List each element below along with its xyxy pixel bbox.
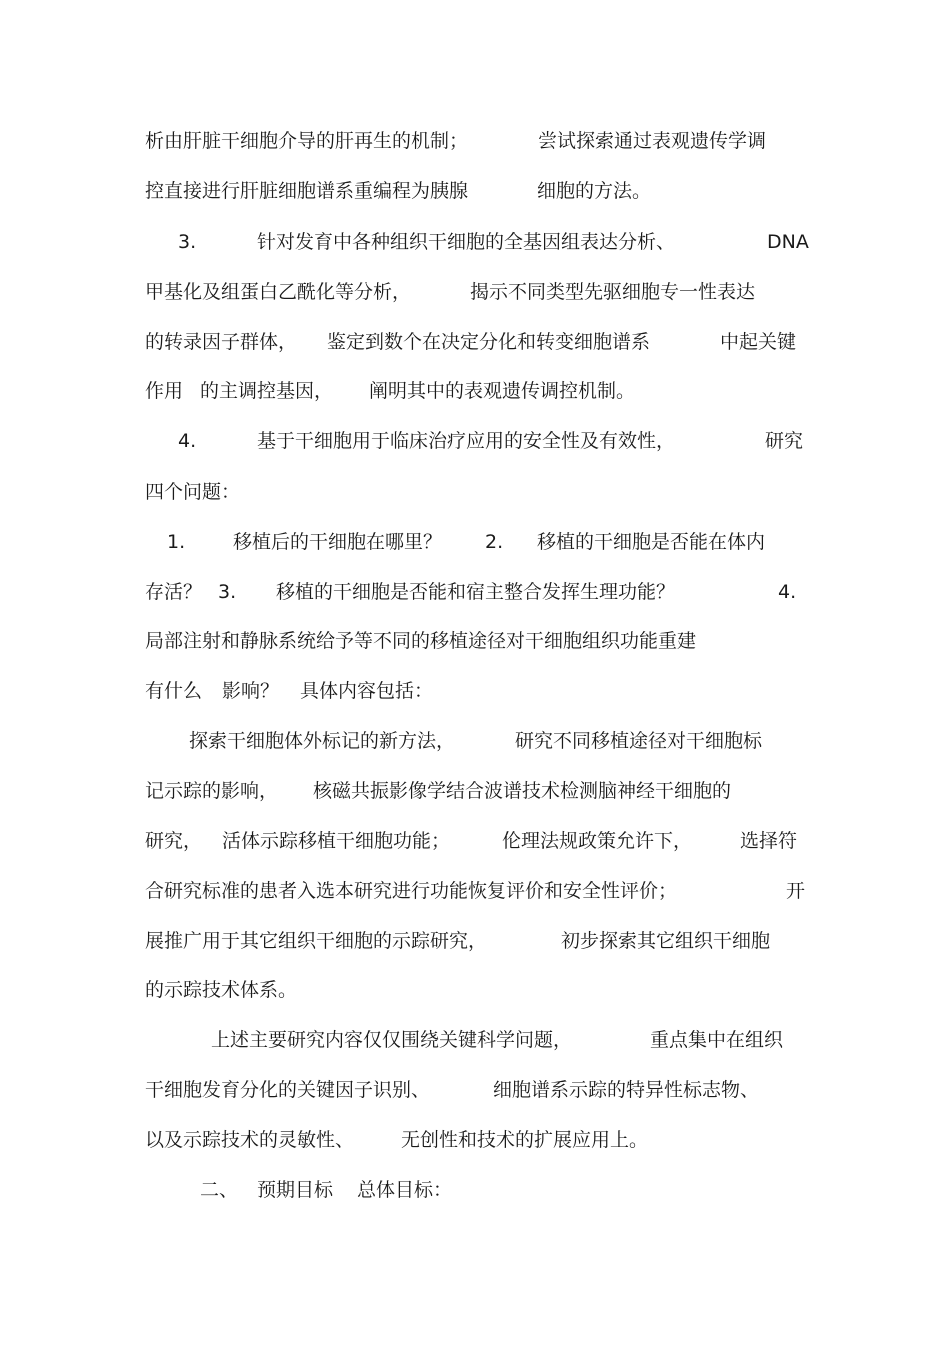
text-segment: 重点集中在组织 [650,1029,784,1051]
text-segment: 移植的干细胞是否能在体内 [537,531,766,553]
text-segment: 选择符 [740,830,798,852]
text-segment: 的示踪技术体系。 [145,979,298,1001]
text-segment: 干细胞发育分化的关键因子识别、 [145,1079,431,1101]
text-segment: 揭示不同类型先驱细胞专一性表达 [470,281,756,303]
text-segment: 尝试探索通过表观遗传学调 [538,130,767,152]
text-segment: 的主调控基因， [200,380,334,402]
text-segment: 有什么 [145,680,203,702]
text-segment: 研究 [765,430,804,452]
text-segment: 局部注射和静脉系统给予等不同的移植途径对干细胞组织功能重建 [145,630,697,652]
text-segment: 合研究标准的患者入选本研究进行功能恢复评价和安全性评价； [145,880,678,902]
text-segment: 记示踪的影响， [145,780,279,802]
list-number: 4. [178,430,197,452]
text-segment: 控直接进行肝脏细胞谱系重编程为胰腺 [145,180,469,202]
text-segment: 探索干细胞体外标记的新方法， [189,730,456,752]
text-segment: 研究， [145,830,203,852]
text-segment: 中起关键 [720,331,797,353]
list-number: 3. [178,231,197,253]
text-segment: 研究不同移植途径对干细胞标 [515,730,763,752]
text-segment: 的转录因子群体， [145,331,298,353]
text-segment: 展推广用于其它组织干细胞的示踪研究， [145,930,488,952]
text-segment: 细胞谱系示踪的特异性标志物、 [493,1079,760,1101]
text-segment: 核磁共振影像学结合波谱技术检测脑神经干细胞的 [313,780,732,802]
text-segment: 细胞的方法。 [537,180,652,202]
text-segment: 影响？ [222,680,280,702]
list-number: 3. [218,581,237,603]
text-segment: 阐明其中的表观遗传调控机制。 [369,380,636,402]
text-segment: 移植后的干细胞在哪里？ [233,531,443,553]
text-segment: 针对发育中各种组织干细胞的全基因组表达分析、 [257,231,676,253]
text-segment: 作用 [145,380,184,402]
text-segment: 开 [786,880,806,902]
list-number: 4. [778,581,797,603]
list-number: 1. [167,531,186,553]
text-segment: 上述主要研究内容仅仅围绕关键科学问题， [211,1029,573,1051]
text-segment: 存活？ [145,581,203,603]
section-number: 二、 [200,1179,239,1201]
text-segment: 基于干细胞用于临床治疗应用的安全性及有效性， [257,430,676,452]
section-heading: 总体目标： [357,1179,453,1201]
text-segment: 四个问题： [145,481,241,503]
text-segment: 析由肝脏干细胞介导的肝再生的机制； [145,130,469,152]
text-segment: 鉴定到数个在决定分化和转变细胞谱系 [327,331,651,353]
text-segment: 伦理法规政策允许下， [502,830,693,852]
list-number: 2. [485,531,504,553]
text-segment: 初步探索其它组织干细胞 [561,930,771,952]
section-heading: 预期目标 [257,1179,334,1201]
text-segment: 以及示踪技术的灵敏性、 [145,1129,355,1151]
text-segment: DNA [767,231,809,253]
text-segment: 活体示踪移植干细胞功能； [222,830,451,852]
text-segment: 无创性和技术的扩展应用上。 [401,1129,649,1151]
text-segment: 具体内容包括： [300,680,434,702]
text-segment: 移植的干细胞是否能和宿主整合发挥生理功能？ [276,581,676,603]
text-segment: 甲基化及组蛋白乙酰化等分析， [145,281,412,303]
